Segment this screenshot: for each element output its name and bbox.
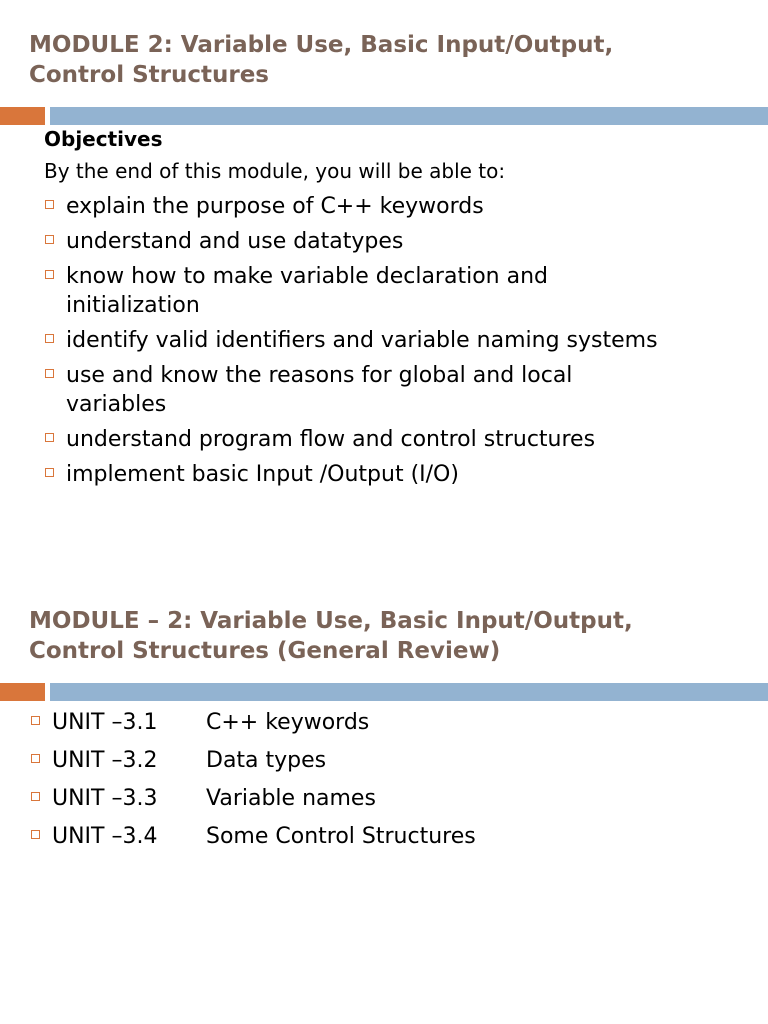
title-line-2: Control Structures (General Review) [29, 638, 501, 664]
list-item [44, 361, 744, 419]
divider-accent [0, 683, 45, 701]
unit-code: UNIT –3.3 [52, 786, 158, 811]
list-item [44, 460, 744, 489]
hollow-square-bullet-icon [45, 235, 54, 244]
unit-topic: C++ keywords [206, 710, 370, 735]
hollow-square-bullet-icon [45, 334, 54, 343]
hollow-square-bullet-icon [31, 716, 40, 725]
list-item [30, 822, 730, 852]
objective-text-continued: initialization [66, 293, 200, 318]
units-list [30, 708, 730, 860]
unit-topic: Variable names [206, 786, 376, 811]
hollow-square-bullet-icon [31, 754, 40, 763]
list-item [30, 708, 730, 738]
title-divider [0, 683, 768, 701]
hollow-square-bullet-icon [31, 792, 40, 801]
objective-text: implement basic Input /Output (I/O) [66, 462, 459, 487]
unit-code: UNIT –3.2 [52, 748, 158, 773]
unit-code: UNIT –3.4 [52, 824, 158, 849]
objective-text: know how to make variable declaration and [66, 264, 548, 289]
unit-code: UNIT –3.1 [52, 710, 158, 735]
list-item [44, 425, 744, 454]
objective-text: understand program flow and control structures [66, 427, 596, 452]
slide-title [29, 606, 749, 666]
title-line-1: MODULE – 2: Variable Use, Basic Input/Output, [29, 608, 633, 634]
objective-text: use and know the reasons for global and local [66, 363, 573, 388]
divider-bar [50, 107, 768, 125]
objectives-list [44, 192, 744, 495]
divider-accent [0, 107, 45, 125]
hollow-square-bullet-icon [31, 830, 40, 839]
objective-text: identify valid identifiers and variable naming systems [66, 328, 658, 353]
objective-text: understand and use datatypes [66, 229, 404, 254]
objective-text: explain the purpose of C++ keywords [66, 194, 484, 219]
slide-title [29, 30, 749, 90]
objective-text-continued: variables [66, 392, 167, 417]
title-divider [0, 107, 768, 125]
title-line-2: Control Structures [29, 62, 269, 88]
hollow-square-bullet-icon [45, 270, 54, 279]
list-item [30, 784, 730, 814]
hollow-square-bullet-icon [45, 468, 54, 477]
objectives-heading: Objectives [44, 127, 163, 151]
hollow-square-bullet-icon [45, 200, 54, 209]
title-line-1: MODULE 2: Variable Use, Basic Input/Output, [29, 32, 614, 58]
intro-text: By the end of this module, you will be able to: [44, 159, 506, 183]
hollow-square-bullet-icon [45, 369, 54, 378]
unit-topic: Data types [206, 748, 327, 773]
hollow-square-bullet-icon [45, 433, 54, 442]
list-item [44, 262, 744, 320]
list-item [44, 326, 744, 355]
slide-general-review [0, 576, 768, 1024]
unit-topic: Some Control Structures [206, 824, 476, 849]
list-item [30, 746, 730, 776]
divider-bar [50, 683, 768, 701]
list-item [44, 192, 744, 221]
list-item [44, 227, 744, 256]
